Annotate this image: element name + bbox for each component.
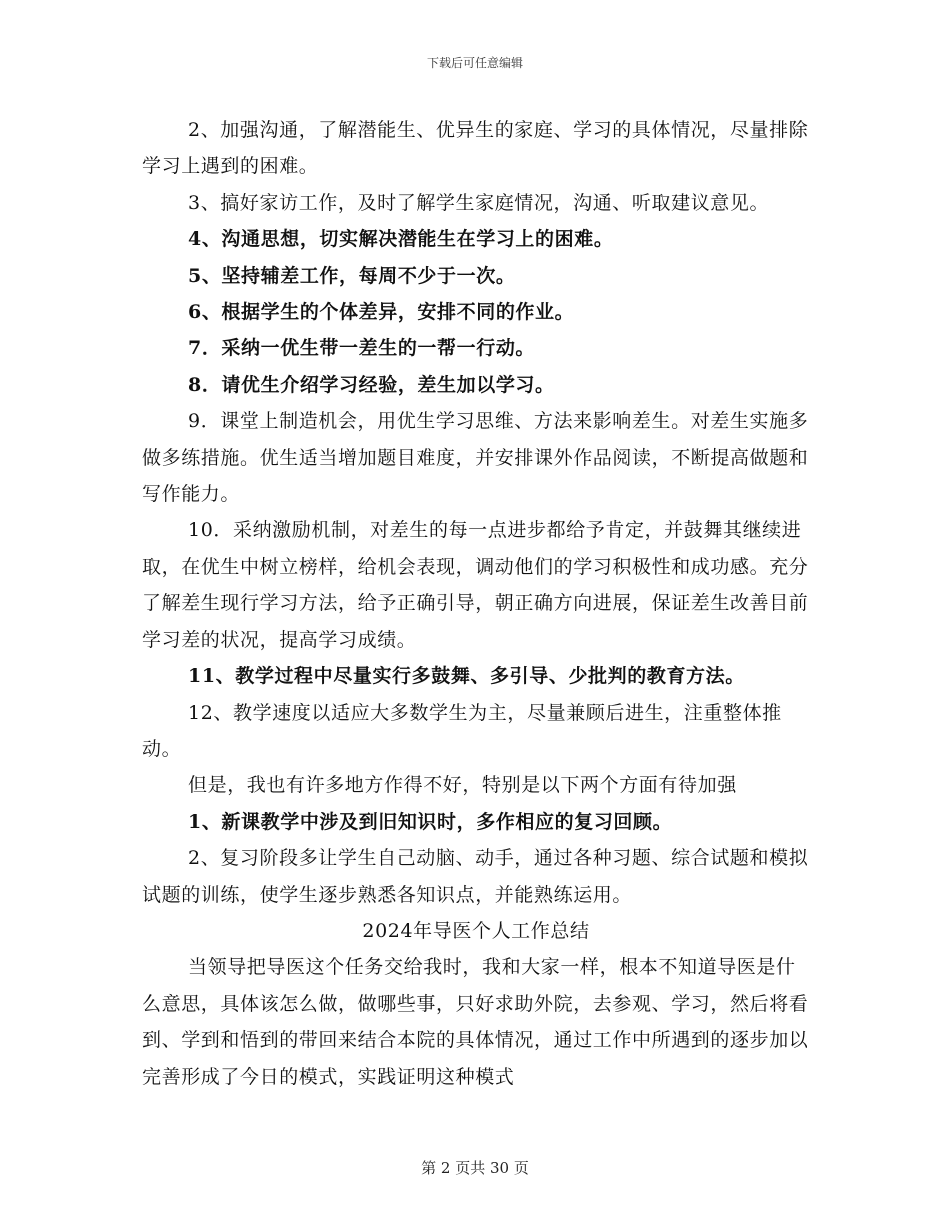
document-body (142, 112, 810, 1095)
paragraph-item-8: 8．请优生介绍学习经验，差生加以学习。 (188, 373, 555, 396)
section-title: 2024年导医个人工作总结 (362, 919, 590, 942)
paragraph-item-3: 3、搞好家访工作，及时了解学生家庭情况，沟通、听取建议意见。 (188, 191, 770, 214)
paragraph-however: 但是，我也有许多地方作得不好，特别是以下两个方面有待加强 (188, 774, 737, 797)
paragraph-item-7: 7．采纳一优生带一差生的一帮一行动。 (188, 337, 536, 360)
page-number: 第 2 页共 30 页 (421, 1159, 529, 1177)
header-note: 下载后可任意编辑 (426, 56, 523, 70)
paragraph-item-6: 6、根据学生的个体差异，安排不同的作业。 (188, 301, 575, 324)
paragraph-improve-1: 1、新课教学中涉及到旧知识时，多作相应的复习回顾。 (188, 810, 673, 833)
paragraph-item-5: 5、坚持辅差工作，每周不少于一次。 (188, 264, 516, 287)
paragraph-item-2: 2、加强沟通，了解潜能生、优异生的家庭、学习的具体情况，尽量排除学习上遇到的困难。 (142, 119, 809, 178)
paragraph-intro: 当领导把导医这个任务交给我时，我和大家一样，根本不知道导医是什么意思，具体该怎么做，做哪些事，只好求助外院，去参观、学习，然后将看到、学到和悟到的带回来结合本院的具体情况，通过工作中所遇到的逐步加以完善形成了今日的模式，实践证明这种模式 (142, 956, 809, 1088)
paragraph-item-4: 4、沟通思想，切实解决潜能生在学习上的困难。 (188, 228, 614, 251)
paragraph-item-11: 11、教学过程中尽量实行多鼓舞、多引导、少批判的教育方法。 (188, 665, 745, 688)
paragraph-item-9: 9．课堂上制造机会，用优生学习思维、方法来影响差生。对差生实施多做多练措施。优生适当增加题目难度，并安排课外作品阅读，不断提高做题和写作能力。 (142, 410, 809, 506)
paragraph-item-10: 10．采纳激励机制，对差生的每一点进步都给予肯定，并鼓舞其继续进取，在优生中树立榜样，给机会表现，调动他们的学习积极性和成功感。充分了解差生现行学习方法，给予正确引导，朝正确方向进展，保证差生改善目前学习差的状况，提高学习成绩。 (142, 519, 809, 651)
paragraph-item-12: 12、教学速度以适应大多数学生为主，尽量兼顾后进生，注重整体推动。 (142, 701, 782, 760)
paragraph-improve-2: 2、复习阶段多让学生自己动脑、动手，通过各种习题、综合试题和模拟试题的训练，使学生逐步熟悉各知识点，并能熟练运用。 (142, 847, 809, 906)
